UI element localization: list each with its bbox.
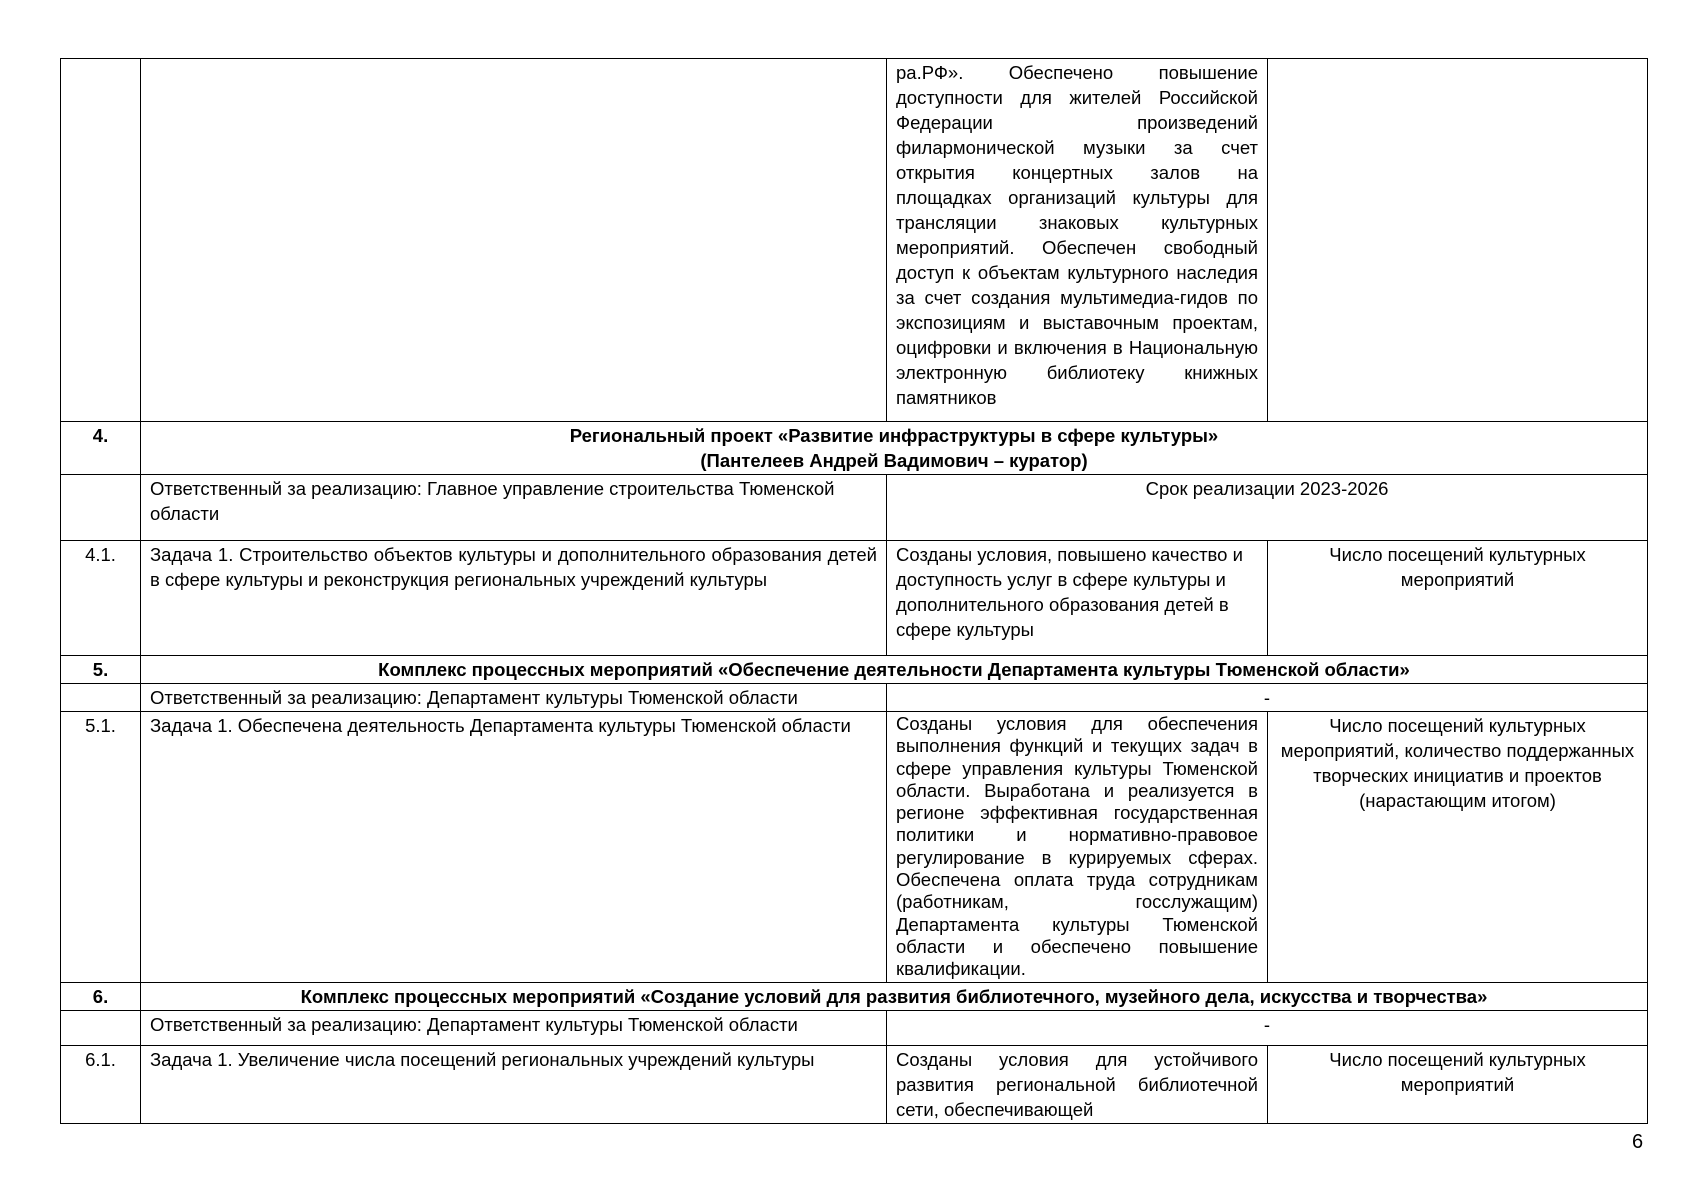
task-text: Задача 1. Строительство объектов культуры и дополнительного образования детей в сфере культуры и реконструкция региональных учреждений культуры (141, 541, 887, 656)
section-title: Комплекс процессных мероприятий «Создание условий для развития библиотечного, музейного дела, искусства и творчества» (141, 982, 1648, 1010)
row-number: 4.1. (61, 541, 141, 656)
responsible-row (61, 475, 1648, 541)
section-title: Комплекс процессных мероприятий «Обеспечение деятельности Департамента культуры Тюменской области» (141, 656, 1648, 684)
term-text: - (887, 1010, 1648, 1045)
term-text: Срок реализации 2023-2026 (887, 475, 1648, 541)
responsible-row (61, 684, 1648, 712)
indicator-text: Число посещений культурных мероприятий (1268, 541, 1648, 656)
responsible-row (61, 1010, 1648, 1045)
row-number: 5.1. (61, 712, 141, 983)
responsible-text: Ответственный за реализацию: Главное управление строительства Тюменской области (141, 475, 887, 541)
result-cell: ра.РФ». Обеспечено повышение доступности для жителей Российской Федерации произведений филармонической музыки за счет открытия концертных залов на площадках организаций культуры для трансляции знаковых культурных мероприятий. Обеспечен свободный доступ к объектам культурного наследия за счет создания мультимедиа-гидов по экспозициям и выставочным проектам, оцифровки и включения в Национальную электронную библиотеку книжных памятников (887, 59, 1268, 422)
row-number-cell (61, 684, 141, 712)
result-text: Созданы условия для устойчивого развития региональной библиотечной сети, обеспечивающей (887, 1045, 1268, 1123)
section-curator: (Пантелеев Андрей Вадимович – куратор) (700, 450, 1088, 471)
indicator-text: Число посещений культурных мероприятий (1268, 1045, 1648, 1123)
section-number: 5. (61, 656, 141, 684)
section-title-cell (141, 422, 1648, 475)
task-cell (141, 59, 887, 422)
row-number: 6.1. (61, 1045, 141, 1123)
section-header-row (61, 422, 1648, 475)
row-number-cell (61, 475, 141, 541)
section-title: Региональный проект «Развитие инфраструктуры в сфере культуры» (569, 425, 1219, 446)
row-number-cell (61, 1010, 141, 1045)
page-number: 6 (1632, 1131, 1644, 1153)
table-row (61, 1045, 1648, 1123)
responsible-text: Ответственный за реализацию: Департамент культуры Тюменской области (141, 684, 887, 712)
task-text: Задача 1. Обеспечена деятельность Департамента культуры Тюменской области (141, 712, 887, 983)
indicator-cell (1268, 59, 1648, 422)
section-header-row (61, 656, 1648, 684)
result-text: Созданы условия, повышено качество и доступность услуг в сфере культуры и дополнительного образования детей в сфере культуры (887, 541, 1268, 656)
program-table (60, 58, 1648, 1124)
row-number-cell (61, 59, 141, 422)
indicator-text: Число посещений культурных мероприятий, количество поддержанных творческих инициатив и проектов (нарастающим итогом) (1268, 712, 1648, 983)
table-row (61, 59, 1648, 422)
section-number: 4. (61, 422, 141, 475)
table-row (61, 541, 1648, 656)
result-text: Созданы условия для обеспечения выполнения функций и текущих задач в сфере управления культуры Тюменской области. Выработана и реализуется в регионе эффективная государственная политики и нормативно-правовое регулирование в курируемых сферах. Обеспечена оплата труда сотрудникам (работникам, госслужащим) Департамента культуры Тюменской области и обеспечено повышение квалификации. (887, 712, 1268, 983)
task-text: Задача 1. Увеличение числа посещений региональных учреждений культуры (141, 1045, 887, 1123)
responsible-text: Ответственный за реализацию: Департамент культуры Тюменской области (141, 1010, 887, 1045)
section-header-row (61, 982, 1648, 1010)
table-row (61, 712, 1648, 983)
term-text: - (887, 684, 1648, 712)
section-number: 6. (61, 982, 141, 1010)
